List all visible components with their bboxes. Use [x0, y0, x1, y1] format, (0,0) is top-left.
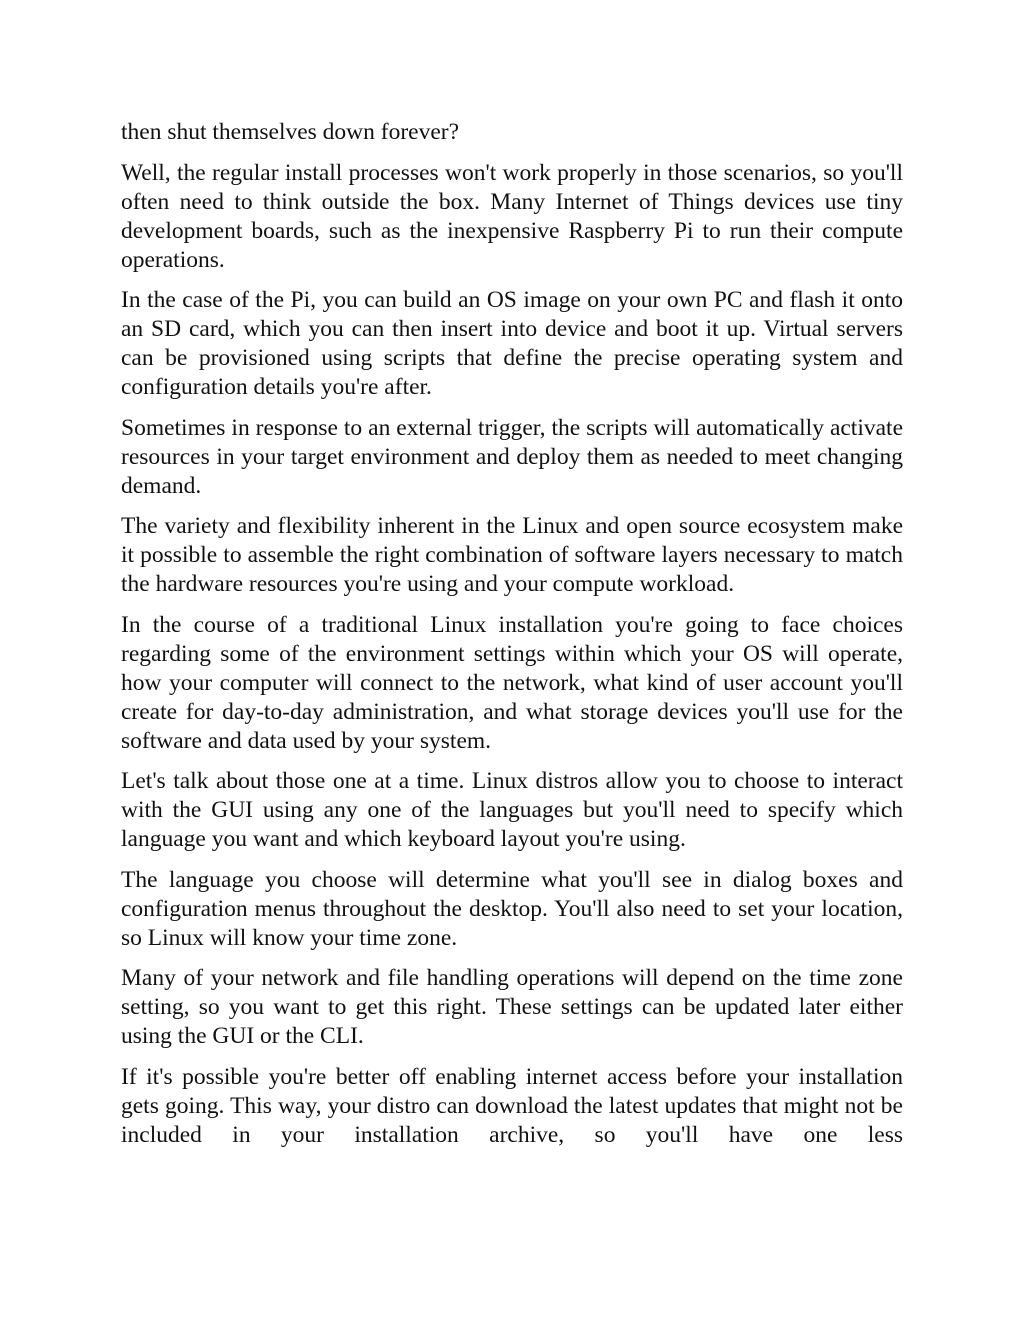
paragraph-traditional-install: In the course of a traditional Linux installation you're going to face choices regarding some of the environment settings within which your OS will operate, how your computer will connect to the network, what kind of user account you'll create for day-to-day administration, and what storage devices you'll use for the software and data used by your system.	[121, 611, 903, 754]
paragraph-time-zone: Many of your network and file handling operations will depend on the time zone setting, so you want to get this right. These settings can be updated later either using the GUI or the CLI.	[121, 965, 903, 1049]
paragraph-continuation: then shut themselves down forever?	[121, 119, 460, 145]
paragraph-language-choice: The language you choose will determine what you'll see in dialog boxes and configuration menus throughout the desktop. You'll also need to set your location, so Linux will know your time zone.	[121, 866, 903, 951]
paragraph-install-scenarios: Well, the regular install processes won't work properly in those scenarios, so you'll often need to think outside the box. Many Internet of Things devices use tiny development boards, such as the inexpensive Raspberry Pi to run their compute operations.	[121, 159, 903, 273]
paragraph-languages: Let's talk about those one at a time. Linux distros allow you to choose to interact with the GUI using any one of the languages but you'll need to specify which language you want and which keyboard layout you're using.	[121, 768, 903, 852]
paragraph-variety-flexibility: The variety and flexibility inherent in the Linux and open source ecosystem make it possible to assemble the right combination of software layers necessary to match the hardware resources you're using and your compute workload.	[121, 513, 903, 597]
paragraph-raspberry-pi: In the case of the Pi, you can build an OS image on your own PC and flash it onto an SD card, which you can then insert into device and boot it up. Virtual servers can be provisioned using scripts that define the precise operating system and configuration details you're after.	[121, 287, 903, 400]
document-page	[121, 118, 903, 1161]
paragraph-internet-access: If it's possible you're better off enabling internet access before your installation gets going. This way, your distro can download the latest updates that might not be included in your installation archive, so you'll have one less	[121, 1063, 903, 1148]
paragraph-external-trigger: Sometimes in response to an external trigger, the scripts will automatically activate resources in your target environment and deploy them as needed to meet changing demand.	[121, 414, 903, 499]
